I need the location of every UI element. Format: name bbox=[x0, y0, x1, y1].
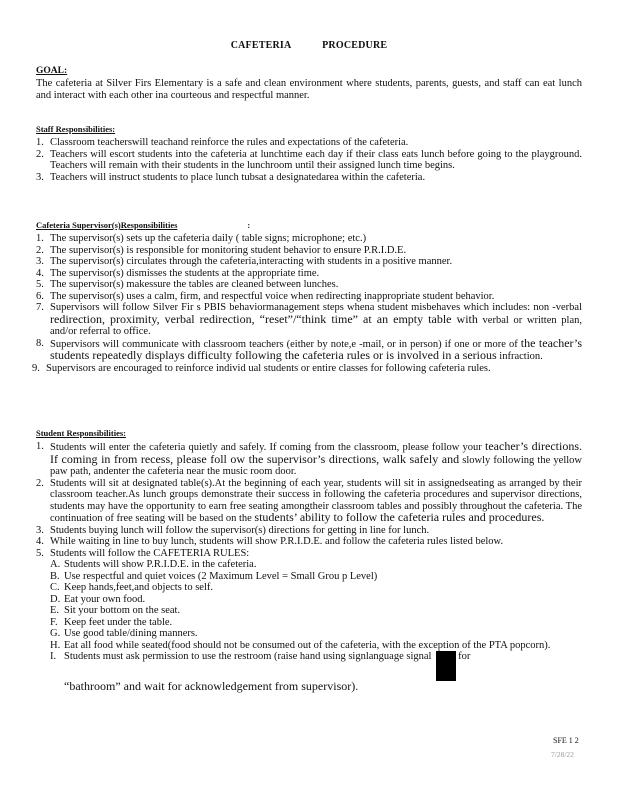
item-number: 1. bbox=[36, 441, 44, 452]
footer-code: SFE 1 2 bbox=[553, 736, 579, 745]
student-item bbox=[36, 441, 582, 478]
rule-item bbox=[50, 628, 582, 640]
item-text: Teachers will escort students into the cafeteria at lunchtime each day if their class eats lunch before going to the playground. Teachers will remain with their students in the lunchroom until their assigned lunch time begins. bbox=[50, 148, 582, 171]
rule-item bbox=[50, 559, 582, 571]
rule-letter: A. bbox=[50, 559, 61, 570]
item-number: 2. bbox=[36, 244, 44, 256]
item-text: Supervisors will follow Silver Fir s PBIS behaviormanagement steps whena student misbehaves which includes: non -verbal bbox=[50, 302, 582, 313]
supervisor-heading-colon: : bbox=[247, 220, 251, 230]
item-text: The supervisor(s) is responsible for monitoring student behavior to ensure P.R.I.D.E. bbox=[50, 244, 407, 256]
rule-text: Keep feet under the table. bbox=[64, 616, 173, 628]
rule-letter: I. bbox=[50, 651, 57, 662]
rule-letter: C. bbox=[50, 582, 60, 593]
item-text: slowly following the yellow paw path, andenter the cafeteria near the music room door. bbox=[50, 454, 582, 477]
item-text-emphasis: students’ ability to follow the cafeteria rules and procedures. bbox=[254, 510, 545, 524]
item-text: The supervisor(s) uses a calm, firm, and respectful voice when redirecting inappropriate student behavior. bbox=[50, 290, 495, 302]
item-text: Students will enter the cafeteria quietly and safely. If coming from the classroom, please follow your bbox=[50, 442, 486, 453]
rule-text: Keep hands,feet,and objects to self. bbox=[64, 582, 213, 593]
item-text-emphasis: the teacher’s students repeatedly displays difficulty following the cafeteria rules or is involved in a serious bbox=[50, 335, 583, 362]
rule-letter: B. bbox=[50, 570, 60, 582]
staff-list bbox=[36, 137, 582, 183]
item-number: 5. bbox=[36, 279, 44, 290]
rule-item bbox=[50, 571, 582, 583]
student-item bbox=[36, 478, 582, 525]
student-list bbox=[36, 441, 582, 694]
item-number: 3. bbox=[36, 524, 44, 536]
supervisor-item bbox=[36, 256, 582, 268]
item-number: 4. bbox=[36, 536, 44, 547]
item-text: While waiting in line to buy lunch, students will show P.R.I.D.E. and follow the cafeteria rules listed below. bbox=[50, 536, 504, 547]
supervisor-heading-text: Cafeteria Supervisor(s)Responsibilities bbox=[36, 220, 178, 230]
rule-text: Use respectful and quiet voices (2 Maximum Level = Small Grou p Level) bbox=[64, 570, 378, 582]
rule-text: Use good table/dining manners. bbox=[64, 628, 198, 639]
rule-letter: H. bbox=[50, 639, 61, 651]
item-number: 3. bbox=[36, 256, 44, 267]
rule-text: Sit your bottom on the seat. bbox=[64, 605, 181, 616]
rule-letter: E. bbox=[50, 605, 60, 616]
document-title bbox=[0, 40, 618, 51]
item-number: 5. bbox=[36, 547, 44, 559]
supervisor-item bbox=[36, 302, 582, 338]
supervisor-heading bbox=[36, 220, 250, 230]
item-text: The supervisor(s) makessure the tables are cleaned between lunches. bbox=[50, 279, 339, 290]
supervisor-item bbox=[32, 362, 582, 375]
item-number: 9. bbox=[32, 362, 40, 374]
item-text: Supervisors are encouraged to reinforce individ ual students or entire classes for following cafeteria rules. bbox=[46, 362, 491, 374]
item-text-emphasis: redirection, proximity, verbal redirection, “reset”/“think time” at an empty table with bbox=[50, 311, 478, 326]
supervisor-item bbox=[36, 291, 582, 303]
item-number: 6. bbox=[36, 290, 44, 302]
item-number: 2. bbox=[36, 477, 44, 489]
item-text: Students buying lunch will follow the supervisor(s) directions for getting in line for lunch. bbox=[50, 524, 430, 536]
rule-text: for bbox=[458, 651, 471, 662]
item-text: verbal or written plan, and/or referral to office. bbox=[50, 314, 582, 337]
title-cafeteria: CAFETERIA bbox=[230, 40, 292, 51]
item-number: 1. bbox=[36, 233, 44, 244]
item-number: 8. bbox=[36, 337, 44, 349]
item-text: Students will sit at designated table(s).At the beginning of each year, students will sit in assignedseating as arranged by their classroom teacher.As lunch groups demonstrate their success in following the cafeteria procedures and supervisor directions, students may have the opportunity to earn free seating amongtheir classroom tables and possibly throughout the cafeteria. The continuation of free seating will be based on the bbox=[50, 477, 582, 524]
rule-letter: G. bbox=[50, 628, 61, 639]
item-text: The supervisor(s) dismisses the students at the appropriate time. bbox=[50, 267, 320, 279]
rule-text: Eat all food while seated(food should not be consumed out of the cafeteria, with the exception of the PTA popcorn). bbox=[64, 639, 551, 651]
rule-item bbox=[50, 617, 582, 629]
footer-date: 7/28/22 bbox=[551, 750, 574, 759]
rule-text: Eat your own food. bbox=[64, 593, 146, 605]
item-number: 7. bbox=[36, 302, 44, 313]
staff-heading: Staff Responsibilities: bbox=[36, 124, 116, 134]
student-item bbox=[36, 548, 582, 694]
staff-item bbox=[36, 137, 582, 149]
staff-item bbox=[36, 172, 582, 184]
item-text: The supervisor(s) circulates through the cafeteria,interacting with students in a positive manner. bbox=[50, 256, 453, 267]
item-text: infraction. bbox=[496, 351, 543, 362]
student-heading: Student Responsibilities: bbox=[36, 428, 126, 438]
item-text: Students will follow the CAFETERIA RULES: bbox=[50, 547, 250, 559]
staff-item bbox=[36, 149, 582, 172]
item-number: 1. bbox=[36, 137, 44, 148]
item-number: 3. bbox=[36, 171, 44, 183]
item-text-emphasis: teacher’s directions. If coming in from recess, please foll ow the supervisor’s directions, walk safely and bbox=[50, 439, 583, 466]
rule-item bbox=[50, 594, 582, 606]
item-text: Teachers will instruct students to place lunch tubsat a designatedarea within the cafeteria. bbox=[50, 171, 426, 183]
supervisor-item bbox=[36, 245, 582, 257]
supervisor-item bbox=[36, 335, 583, 363]
title-procedure: PROCEDURE bbox=[322, 40, 388, 51]
rule-letter: D. bbox=[50, 593, 61, 605]
rule-text-emphasis: “bathroom” and wait for acknowledgement from supervisor). bbox=[64, 679, 359, 693]
supervisor-item bbox=[36, 233, 582, 245]
goal-heading: GOAL: bbox=[36, 66, 68, 76]
rule-item bbox=[50, 640, 582, 652]
student-item bbox=[36, 525, 582, 537]
supervisor-item bbox=[36, 268, 582, 280]
item-text: The supervisor(s) sets up the cafeteria daily ( table signs; microphone; etc.) bbox=[50, 233, 367, 244]
rule-letter: F. bbox=[50, 616, 58, 628]
item-number: 2. bbox=[36, 148, 44, 160]
item-text: Supervisors will communicate with classroom teachers (either by note,e -mail, or in person) if one or more of bbox=[50, 338, 521, 350]
rule-item bbox=[50, 582, 582, 594]
rule-item bbox=[50, 651, 544, 694]
rule-text: Students must ask permission to use the restroom (raise hand using signlanguage signal bbox=[64, 651, 435, 662]
item-text: Classroom teacherswill teachand reinforce the rules and expectations of the cafeteria. bbox=[50, 137, 409, 148]
redaction-box bbox=[436, 651, 456, 681]
goal-text: The cafeteria at Silver Firs Elementary is a safe and clean environment where students, parents, guests, and staff can eat lunch and interact with each other ina courteous and respectful manner. bbox=[36, 78, 582, 101]
rule-item bbox=[50, 605, 582, 617]
cafeteria-rules-list bbox=[50, 559, 582, 694]
student-item bbox=[36, 536, 582, 548]
supervisor-item bbox=[36, 279, 582, 291]
item-number: 4. bbox=[36, 267, 44, 279]
rule-text: Students will show P.R.I.D.E. in the cafeteria. bbox=[64, 559, 257, 570]
supervisor-list bbox=[32, 233, 583, 374]
